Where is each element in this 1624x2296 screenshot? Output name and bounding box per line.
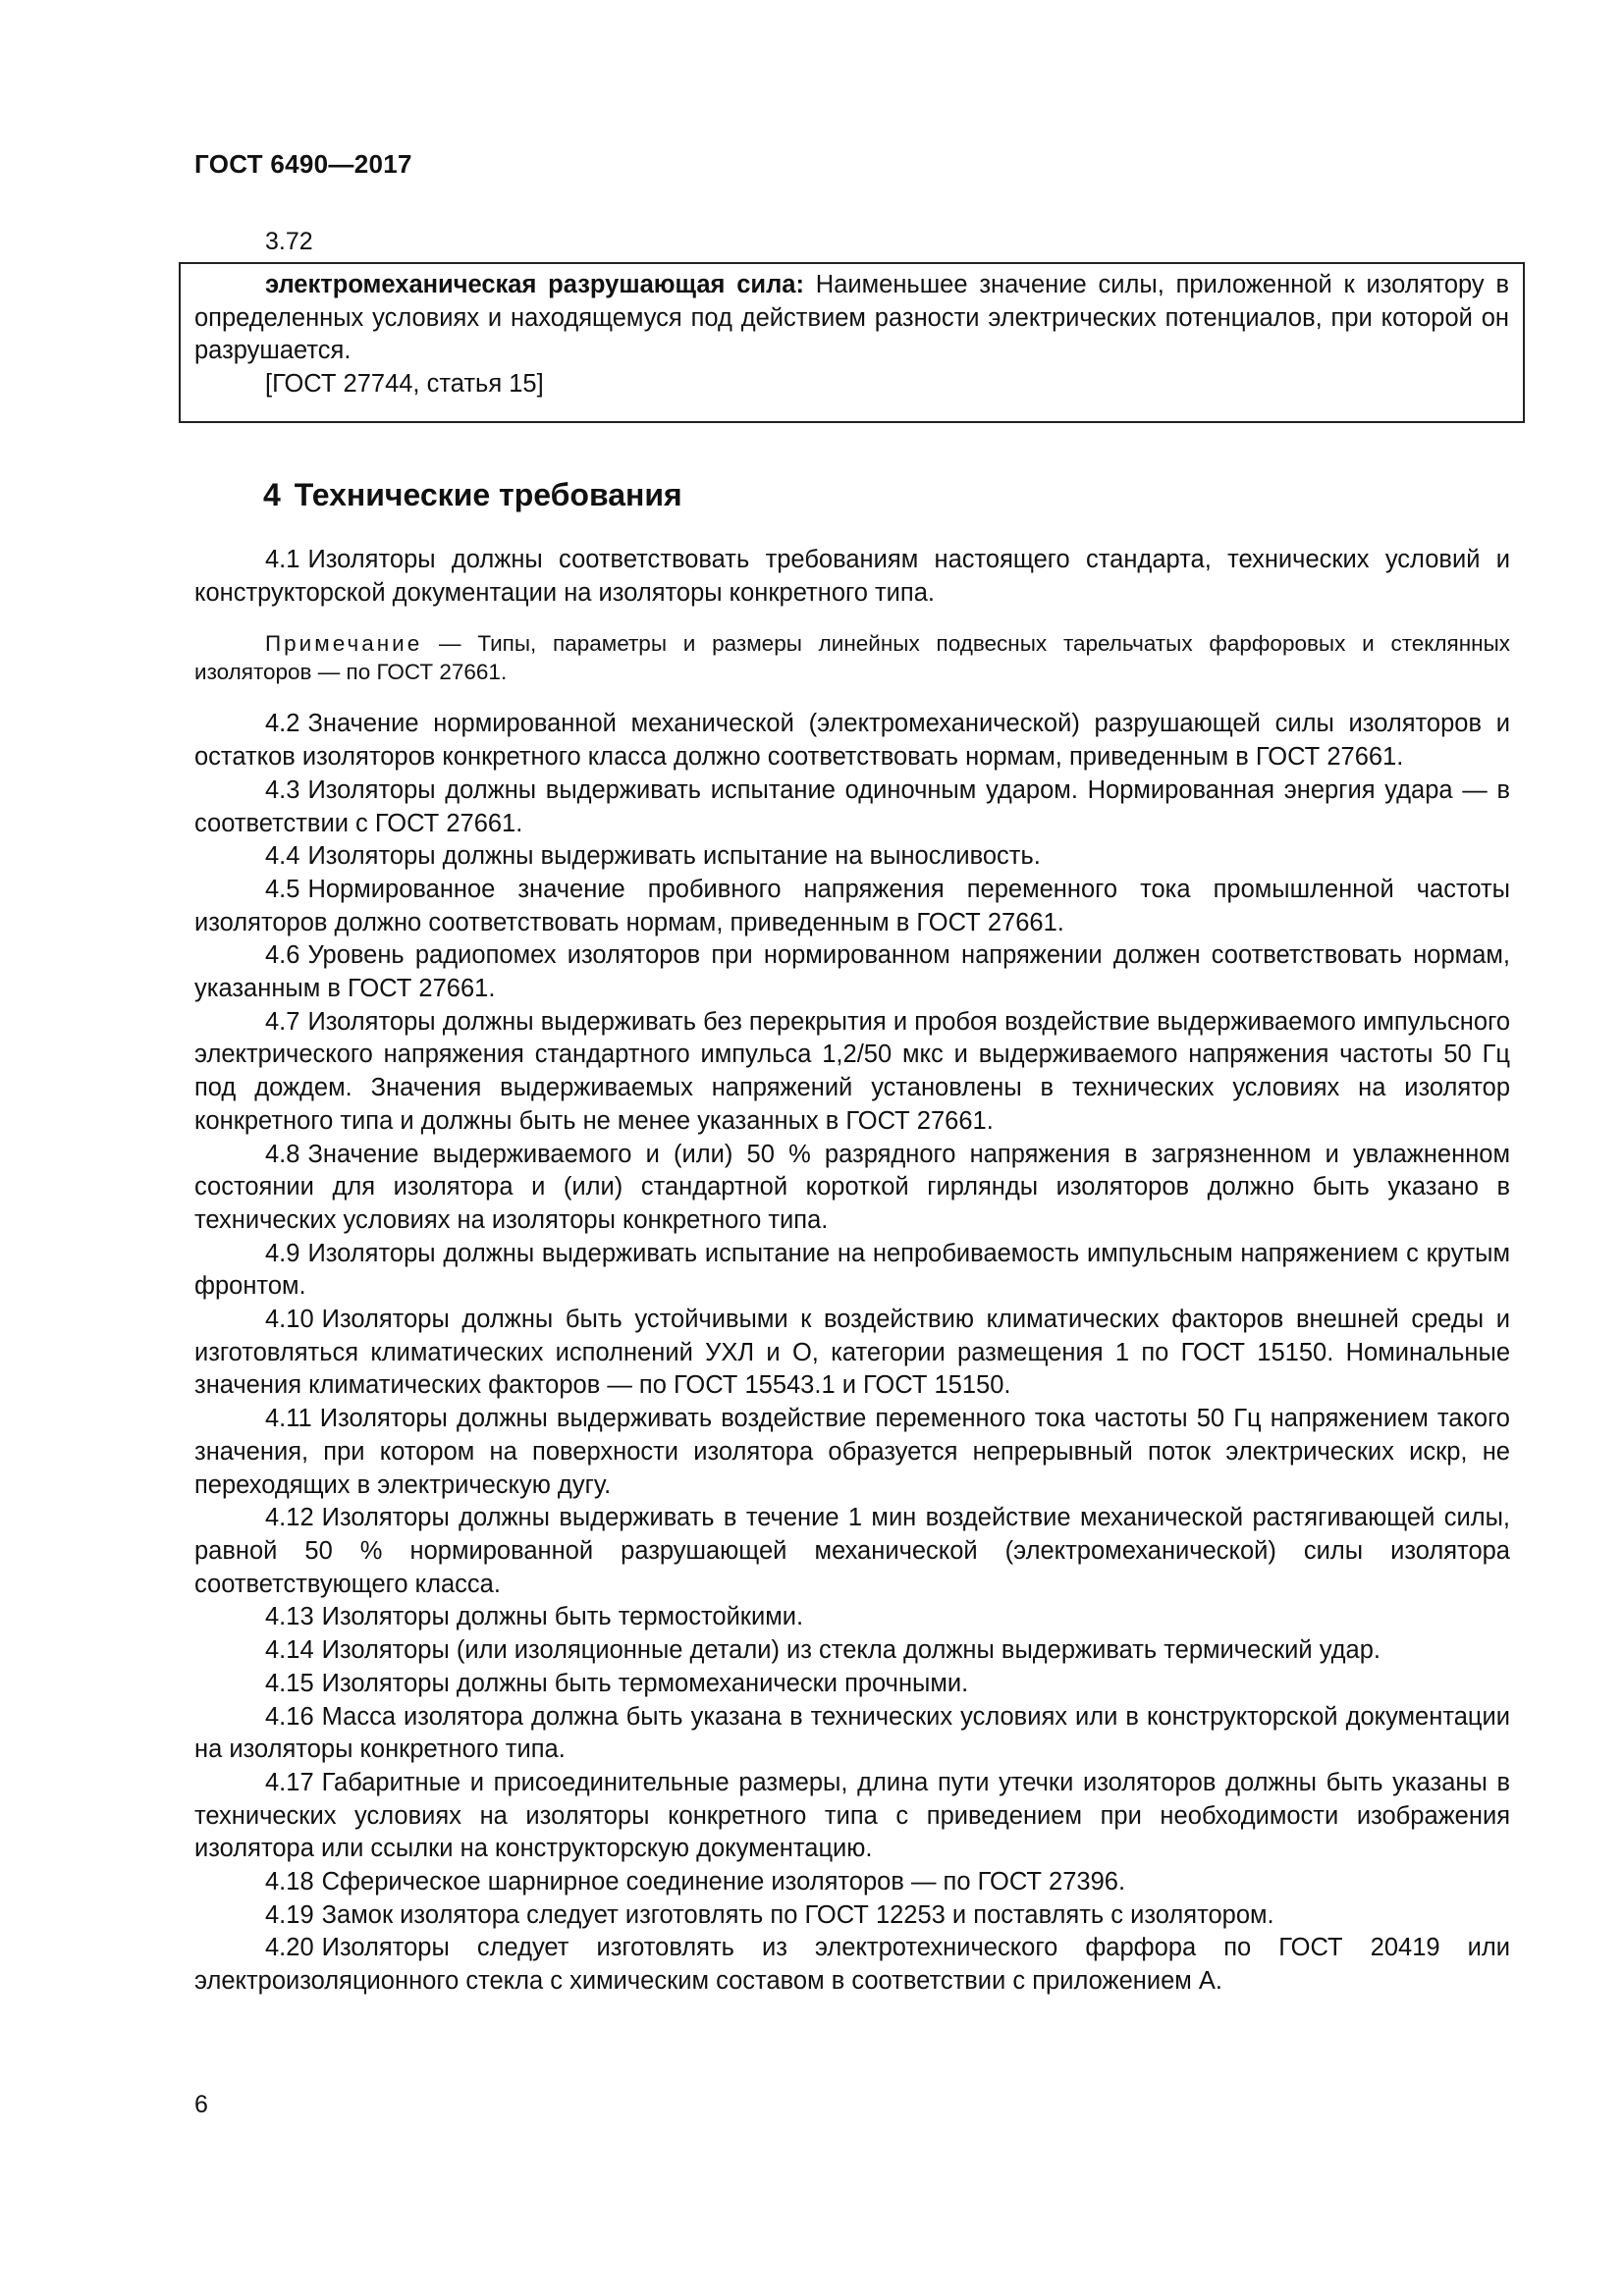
- paragraph-number: 4.2: [265, 710, 300, 738]
- paragraph-4-15: [194, 1668, 1510, 1701]
- paragraph-text: Уровень радиопомех изоляторов при нормированном напряжении должен соответствовать нормам, указанным в ГОСТ 27661.: [194, 941, 1510, 1003]
- paragraph-number: 4.1: [265, 546, 300, 573]
- note-label: Примечание: [265, 631, 423, 657]
- paragraph-text: Нормированное значение пробивного напряжения переменного тока промышленной частоты изоляторов должно соответствовать нормам, приведенным в ГОСТ 27661.: [194, 875, 1510, 936]
- paragraph-number: 4.6: [265, 941, 300, 970]
- paragraph-4-5: [194, 874, 1510, 939]
- paragraph-4-18: [194, 1866, 1510, 1899]
- paragraph-text: Изоляторы должны соответствовать требованиям настоящего стандарта, технических условий и конструкторской документации на изоляторы конкретного типа.: [194, 546, 1510, 607]
- paragraph-number: 4.3: [265, 775, 300, 804]
- note-text: — Типы, параметры и размеры линейных подвесных тарельчатых фарфоровых и стеклянных изоляторов — по ГОСТ 27661.: [194, 631, 1510, 685]
- paragraph-number: 4.12: [265, 1504, 314, 1532]
- paragraph-text: Изоляторы (или изоляционные детали) из стекла должны выдерживать термический удар.: [321, 1636, 1380, 1665]
- paragraph-text: Замок изолятора следует изготовлять по ГОСТ 12253 и поставлять с изолятором.: [321, 1900, 1274, 1929]
- paragraph-text: Изоляторы должны выдерживать в течение 1 мин воздействие механической растягивающей силы, равной 50 % нормированной разрушающей механической (электромеханической) силы изолятора соответствующего класса.: [194, 1504, 1510, 1598]
- paragraph-4-8: [194, 1139, 1510, 1238]
- paragraph-4-10: [194, 1304, 1510, 1403]
- paragraph-number: 4.15: [265, 1669, 314, 1697]
- paragraph-4-4: [194, 840, 1510, 874]
- paragraph-4-20: [194, 1932, 1510, 1998]
- paragraph-number: 4.13: [265, 1603, 314, 1631]
- paragraph-4-11: [194, 1403, 1510, 1502]
- paragraph-text: Изоляторы должны выдерживать без перекрытия и пробоя воздействие выдерживаемого импульсного электрического напряжения стандартного импульса 1,2/50 мкс и выдерживаемого напряжения частоты 50 Гц под дождем. Значения выдерживаемых напряжений установлены в технических условиях на изолятор конкретного типа и должны быть не менее указанных в ГОСТ 27661.: [194, 1007, 1510, 1135]
- paragraph-text: Изоляторы должны быть термомеханически прочными.: [321, 1669, 969, 1697]
- paragraph-text: Сферическое шарнирное соединение изоляторов — по ГОСТ 27396.: [321, 1868, 1126, 1896]
- term-source: [ГОСТ 27744, статья 15]: [265, 369, 544, 398]
- paragraph-4-9: [194, 1238, 1510, 1304]
- paragraph-4-2: [194, 708, 1510, 774]
- page-number: 6: [194, 2091, 208, 2118]
- paragraph-text: Изоляторы должны выдерживать испытание одиночным ударом. Нормированная энергия удара — в соответствии с ГОСТ 27661.: [194, 775, 1510, 837]
- paragraph-4-12: [194, 1502, 1510, 1601]
- section-title: Технические требования: [294, 477, 682, 512]
- term-name: электромеханическая разрушающая сила:: [265, 271, 804, 298]
- paragraph-number: 4.9: [265, 1239, 300, 1267]
- paragraph-4-7: [194, 1006, 1510, 1139]
- section-heading: [263, 477, 682, 513]
- paragraph-4-19: [194, 1899, 1510, 1933]
- term-text: Наименьшее значение силы, приложенной к изолятору в определенных условиях и находящемуся под действием разности электрических потенциалов, при которой он разрушается.: [194, 271, 1509, 364]
- paragraph-text: Габаритные и присоединительные размеры, длина пути утечки изоляторов должны быть указаны в технических условиях на изоляторы конкретного типа с приведением при необходимости изображения изолятора или ссылки на конструкторскую документацию.: [194, 1768, 1510, 1863]
- section-number: 4: [263, 477, 281, 512]
- paragraph-4-1: [194, 544, 1510, 610]
- paragraph-number: 4.4: [265, 842, 300, 871]
- paragraph-text: Изоляторы должны выдерживать воздействие переменного тока частоты 50 Гц напряжением такого значения, при котором на поверхности изолятора образуется непрерывный поток электрических искр, не переходящих в электрическую дугу.: [194, 1405, 1510, 1499]
- paragraph-number: 4.8: [265, 1140, 300, 1168]
- paragraph-number: 4.16: [265, 1702, 314, 1731]
- paragraph-number: 4.14: [265, 1636, 314, 1665]
- term-definition: [194, 269, 1509, 368]
- requirements-body: [194, 544, 1510, 1999]
- paragraph-number: 4.18: [265, 1868, 314, 1896]
- paragraph-text: Изоляторы должны быть термостойкими.: [321, 1603, 804, 1631]
- paragraph-4-14: [194, 1634, 1510, 1668]
- paragraph-text: Изоляторы следует изготовлять из электротехнического фарфора по ГОСТ 20419 или электроизоляционного стекла с химическим составом в соответствии с приложением А.: [194, 1934, 1510, 1996]
- paragraph-number: 4.17: [265, 1768, 314, 1796]
- paragraph-number: 4.19: [265, 1900, 314, 1929]
- term-definition-box: [179, 262, 1525, 423]
- paragraph-number: 4.20: [265, 1934, 314, 1962]
- paragraph-4-17: [194, 1767, 1510, 1866]
- paragraph-text: Изоляторы должны выдерживать испытание на выносливость.: [307, 842, 1041, 871]
- paragraph-number: 4.5: [265, 875, 300, 903]
- paragraph-number: 4.11: [265, 1405, 312, 1433]
- paragraph-text: Масса изолятора должна быть указана в технических условиях или в конструкторской документации на изоляторы конкретного типа.: [194, 1702, 1510, 1764]
- paragraph-4-6: [194, 939, 1510, 1005]
- paragraph-text: Изоляторы должны быть устойчивыми к воздействию климатических факторов внешней среды и изготовляться климатических исполнений УХЛ и О, категории размещения 1 по ГОСТ 15150. Номинальные значения климатических факторов — по ГОСТ 15543.1 и ГОСТ 15150.: [194, 1306, 1510, 1400]
- note: [194, 629, 1510, 686]
- paragraph-4-3: [194, 774, 1510, 840]
- paragraph-4-13: [194, 1601, 1510, 1634]
- paragraph-number: 4.10: [265, 1306, 314, 1334]
- paragraph-text: Изоляторы должны выдерживать испытание на непробиваемость импульсным напряжением с крутым фронтом.: [194, 1239, 1510, 1301]
- document-code: ГОСТ 6490—2017: [194, 149, 412, 179]
- paragraph-text: Значение нормированной механической (электромеханической) разрушающей силы изоляторов и остатков изоляторов конкретного класса должно соответствовать нормам, приведенным в ГОСТ 27661.: [194, 710, 1510, 772]
- paragraph-4-16: [194, 1701, 1510, 1767]
- paragraph-number: 4.7: [265, 1007, 300, 1036]
- term-number: 3.72: [265, 228, 313, 255]
- paragraph-text: Значение выдерживаемого и (или) 50 % разрядного напряжения в загрязненном и увлажненном состоянии для изолятора и (или) стандартной короткой гирлянды изоляторов должно быть указано в технических условиях на изоляторы конкретного типа.: [194, 1140, 1510, 1234]
